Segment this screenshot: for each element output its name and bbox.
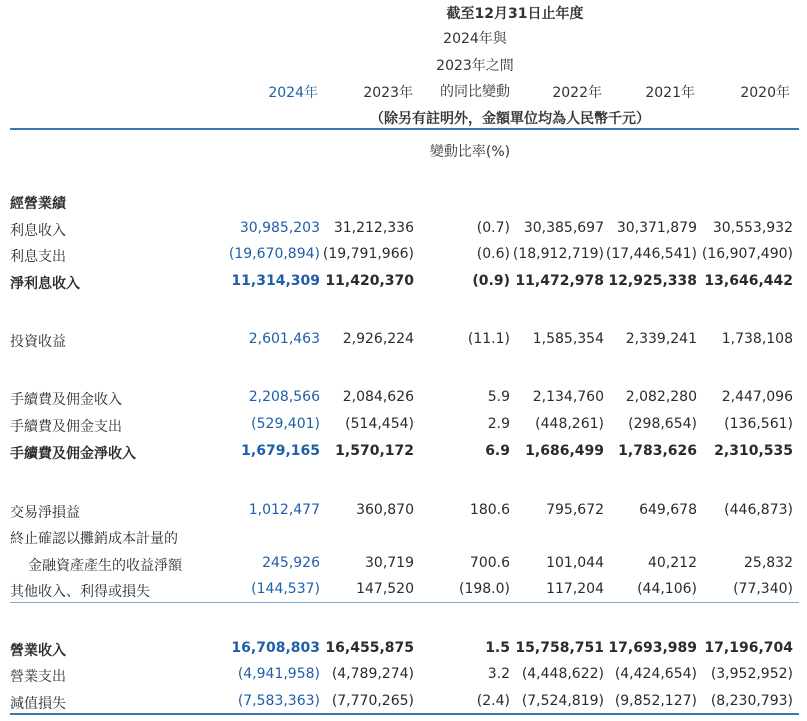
- table-row: [0, 502, 807, 524]
- cell-2021: 12,925,338: [608, 273, 697, 289]
- cell-2022: 795,672: [546, 502, 604, 518]
- table-row: [0, 666, 807, 688]
- row-label: 淨利息收入: [10, 276, 80, 292]
- cell-2024: 1,012,477: [248, 502, 320, 518]
- cell-2022: (448,261): [535, 416, 604, 432]
- row-label: 交易淨損益: [10, 505, 80, 521]
- cell-2021: 2,082,280: [625, 389, 697, 405]
- change-header-line2: 2023年之間: [436, 58, 514, 74]
- table-row: [0, 528, 807, 550]
- table-row: [0, 331, 807, 353]
- cell-2020: (77,340): [733, 581, 793, 597]
- row-label: 手續費及佣金淨收入: [10, 446, 136, 462]
- row-label: 利息支出: [10, 249, 66, 265]
- cell-2020: (136,561): [724, 416, 793, 432]
- unit-note: （除另有註明外，金額單位均為人民幣千元）: [370, 111, 650, 127]
- row-label: 其他收入、利得或損失: [10, 584, 150, 600]
- cell-2024: 16,708,803: [231, 640, 320, 656]
- bottom-rule: [10, 713, 799, 715]
- cell-change: (0.7): [476, 220, 510, 236]
- cell-2020: 30,553,932: [712, 220, 793, 236]
- cell-2024: (7,583,363): [237, 693, 320, 709]
- cell-2021: 30,371,879: [616, 220, 697, 236]
- cell-2020: (16,907,490): [701, 246, 793, 262]
- cell-2020: (446,873): [724, 502, 793, 518]
- cell-2021: (17,446,541): [605, 246, 697, 262]
- cell-2021: 1,783,626: [618, 443, 697, 459]
- table-row: [0, 416, 807, 438]
- table-row: [0, 640, 807, 662]
- cell-change: 6.9: [485, 443, 510, 459]
- cell-2021: (298,654): [628, 416, 697, 432]
- cell-change: (11.1): [467, 331, 510, 347]
- cell-2023: 11,420,370: [325, 273, 414, 289]
- table-row: [0, 693, 807, 715]
- cell-2020: 25,832: [744, 555, 793, 571]
- row-label: 終止確認以攤銷成本計量的: [10, 531, 178, 547]
- cell-2020: 1,738,108: [721, 331, 793, 347]
- cell-2024: (529,401): [251, 416, 320, 432]
- cell-2024: (4,941,958): [237, 666, 320, 682]
- cell-2024: 30,985,203: [239, 220, 320, 236]
- cell-2020: (8,230,793): [710, 693, 793, 709]
- cell-2022: (7,524,819): [521, 693, 604, 709]
- row-label: 營業支出: [10, 669, 66, 685]
- cell-2022: (4,448,622): [521, 666, 604, 682]
- cell-2023: 31,212,336: [333, 220, 414, 236]
- col-header-2020: 2020年: [740, 85, 790, 101]
- cell-2022: 117,204: [546, 581, 604, 597]
- cell-change: 2.9: [487, 416, 510, 432]
- row-label: 金融資產產生的收益淨額: [28, 558, 182, 574]
- cell-2023: 16,455,875: [325, 640, 414, 656]
- cell-change: 1.5: [485, 640, 510, 656]
- cell-2020: 2,447,096: [721, 389, 793, 405]
- section-rule: [10, 602, 799, 603]
- cell-2021: 2,339,241: [625, 331, 697, 347]
- table-row: [0, 246, 807, 268]
- cell-2022: (18,912,719): [512, 246, 604, 262]
- cell-2023: (4,789,274): [331, 666, 414, 682]
- cell-2022: 30,385,697: [523, 220, 604, 236]
- cell-2024: (19,670,894): [228, 246, 320, 262]
- cell-change: (198.0): [458, 581, 510, 597]
- row-label: 手續費及佣金收入: [10, 392, 122, 408]
- cell-2023: 2,926,224: [342, 331, 414, 347]
- cell-2024: 2,601,463: [248, 331, 320, 347]
- col-header-2022: 2022年: [552, 85, 602, 101]
- cell-change: 700.6: [469, 555, 510, 571]
- cell-2022: 11,472,978: [515, 273, 604, 289]
- cell-change: (0.6): [476, 246, 510, 262]
- cell-change: 5.9: [487, 389, 510, 405]
- period-title: 截至12月31日止年度: [446, 6, 584, 22]
- change-unit-label: 變動比率(%): [429, 144, 511, 160]
- cell-2021: (9,852,127): [614, 693, 697, 709]
- cell-change: (2.4): [476, 693, 510, 709]
- change-header-line3: 的同比變動: [440, 84, 510, 100]
- table-row: [0, 389, 807, 411]
- header-rule: [10, 128, 799, 130]
- section-title: 經營業績: [10, 196, 66, 212]
- table-row: [0, 555, 807, 577]
- cell-2021: (4,424,654): [614, 666, 697, 682]
- row-label: 利息收入: [10, 223, 66, 239]
- cell-change: (0.9): [472, 273, 510, 289]
- cell-2022: 101,044: [546, 555, 604, 571]
- cell-2022: 1,585,354: [532, 331, 604, 347]
- cell-2024: 1,679,165: [241, 443, 320, 459]
- cell-2024: 245,926: [262, 555, 320, 571]
- change-header-line1: 2024年與: [443, 31, 507, 47]
- cell-2021: 40,212: [648, 555, 697, 571]
- cell-change: 3.2: [487, 666, 510, 682]
- cell-2020: (3,952,952): [710, 666, 793, 682]
- table-row: [0, 273, 807, 295]
- table-row: [0, 220, 807, 242]
- cell-2023: 360,870: [356, 502, 414, 518]
- cell-2023: (514,454): [345, 416, 414, 432]
- cell-change: 180.6: [469, 502, 510, 518]
- cell-2020: 2,310,535: [714, 443, 793, 459]
- col-header-2024: 2024年: [268, 85, 318, 101]
- row-label: 投資收益: [10, 334, 66, 350]
- cell-2024: 2,208,566: [248, 389, 320, 405]
- cell-2023: (19,791,966): [322, 246, 414, 262]
- cell-2020: 17,196,704: [704, 640, 793, 656]
- cell-2024: 11,314,309: [231, 273, 320, 289]
- cell-2022: 1,686,499: [525, 443, 604, 459]
- row-label: 手續費及佣金支出: [10, 419, 122, 435]
- cell-2021: 17,693,989: [608, 640, 697, 656]
- table-row: [0, 581, 807, 603]
- cell-2023: (7,770,265): [331, 693, 414, 709]
- cell-2023: 2,084,626: [342, 389, 414, 405]
- cell-2021: (44,106): [637, 581, 697, 597]
- cell-2023: 1,570,172: [335, 443, 414, 459]
- cell-2023: 30,719: [365, 555, 414, 571]
- col-header-2021: 2021年: [645, 85, 695, 101]
- cell-2022: 2,134,760: [532, 389, 604, 405]
- table-row: [0, 443, 807, 465]
- row-label: 減值損失: [10, 696, 66, 712]
- row-label: 營業收入: [10, 643, 66, 659]
- cell-2023: 147,520: [356, 581, 414, 597]
- cell-2022: 15,758,751: [515, 640, 604, 656]
- cell-2020: 13,646,442: [704, 273, 793, 289]
- cell-2024: (144,537): [251, 581, 320, 597]
- col-header-2023: 2023年: [363, 85, 413, 101]
- cell-2021: 649,678: [639, 502, 697, 518]
